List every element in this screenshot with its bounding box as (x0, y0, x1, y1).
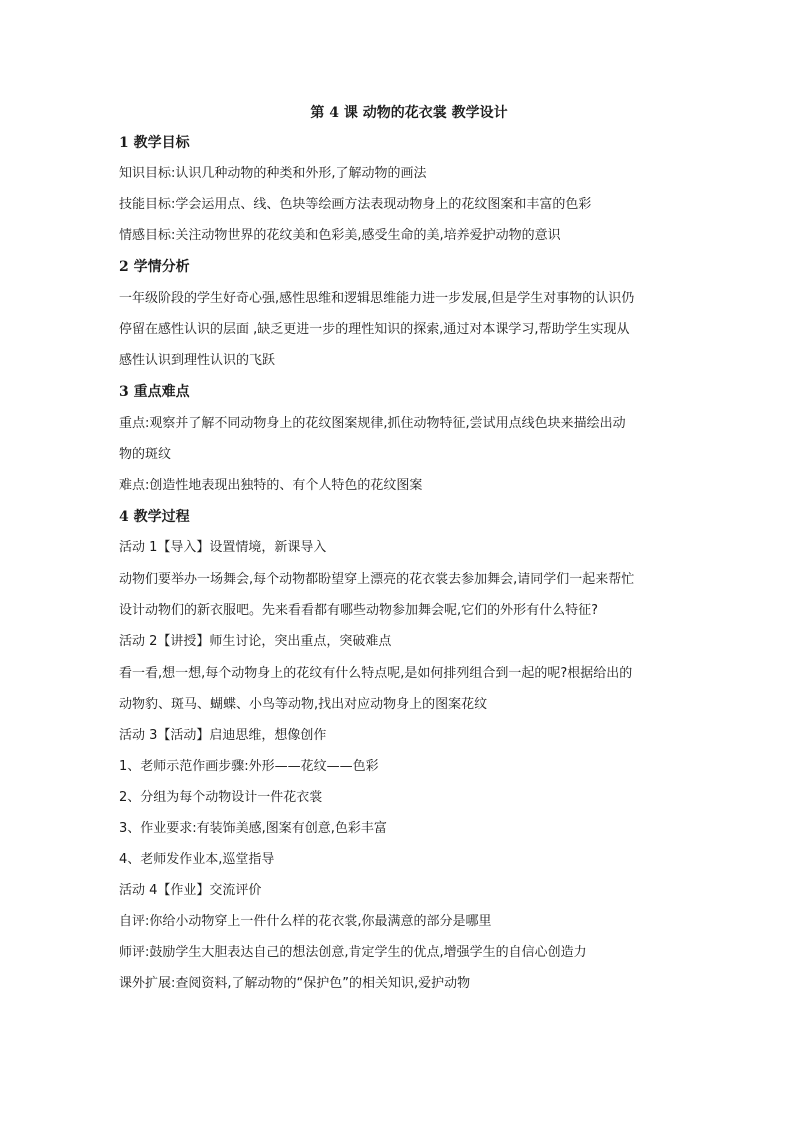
teacher-evaluation: 师评:鼓励学生大胆表达自己的想法创意,肯定学生的优点,增强学生的自信心创造力 (119, 945, 587, 960)
paragraph-line: 感性认识到理性认识的飞跃 (119, 353, 276, 368)
activity-2-title: 活动 2【讲授】师生讨论，突出重点，突破难点 (119, 634, 392, 649)
activity-1-paragraph (119, 564, 679, 626)
paragraph-line: 物的斑纹 (119, 447, 172, 462)
activity-3-step: 2、分组为每个动物设计一件花衣裳 (119, 790, 323, 805)
activity-3-title: 活动 3【活动】启迪思维，想像创作 (119, 728, 327, 743)
paragraph-line: 看一看,想一想,每个动物身上的花纹有什么特点呢,是如何排列组合到一起的呢?根据给出的 (119, 666, 633, 681)
difficulty-point: 难点:创造性地表现出独特的、有个人特色的花纹图案 (119, 478, 423, 493)
document-title: 第 4 课 动物的花衣裳 教学设计 (310, 105, 508, 121)
section-heading-objectives: 1 教学目标 (119, 135, 190, 151)
paragraph-line: 停留在感性认识的层面 ,缺乏更进一步的理性知识的探索,通过对本课学习,帮助学生实现从 (119, 322, 630, 337)
section-heading-teaching-process: 4 教学过程 (119, 509, 190, 525)
paragraph-line: 动物豹、斑马、蝴蝶、小鸟等动物,找出对应动物身上的图案花纹 (119, 697, 488, 712)
section-heading-key-points: 3 重点难点 (119, 384, 190, 400)
emotion-objective: 情感目标:关注动物世界的花纹美和色彩美,感受生命的美,培养爱护动物的意识 (119, 228, 561, 243)
activity-1-title: 活动 1【导入】设置情境，新课导入 (119, 540, 327, 555)
skill-objective: 技能目标:学会运用点、线、色块等绘画方法表现动物身上的花纹图案和丰富的色彩 (119, 197, 592, 212)
key-point-paragraph (119, 408, 679, 470)
paragraph-line: 设计动物们的新衣服吧。先来看看都有哪些动物参加舞会呢,它们的外形有什么特征? (119, 603, 599, 618)
knowledge-objective: 知识目标:认识几种动物的种类和外形,了解动物的画法 (119, 166, 427, 181)
activity-2-paragraph (119, 658, 679, 720)
document-body (119, 104, 679, 1006)
section-heading-student-analysis: 2 学情分析 (119, 259, 190, 275)
paragraph-line: 动物们要举办一场舞会,每个动物都盼望穿上漂亮的花衣裳去参加舞会,请同学们一起来帮忙 (119, 572, 635, 587)
activity-3-step: 4、老师发作业本,巡堂指导 (119, 852, 275, 867)
paragraph-line: 重点:观察并了解不同动物身上的花纹图案规律,抓住动物特征,尝试用点线色块来描绘出动 (119, 416, 626, 431)
self-evaluation: 自评:你给小动物穿上一件什么样的花衣裳,你最满意的部分是哪里 (119, 914, 492, 929)
activity-4-title: 活动 4【作业】交流评价 (119, 883, 262, 898)
paragraph-line: 一年级阶段的学生好奇心强,感性思维和逻辑思维能力进一步发展,但是学生对事物的认识仍 (119, 291, 635, 306)
extension-activity: 课外扩展:查阅资料,了解动物的“保护色”的相关知识,爱护动物 (119, 976, 471, 991)
student-analysis-paragraph (119, 283, 679, 376)
activity-3-step: 3、作业要求:有装饰美感,图案有创意,色彩丰富 (119, 821, 387, 836)
activity-3-step: 1、老师示范作画步骤:外形——花纹——色彩 (119, 759, 379, 774)
